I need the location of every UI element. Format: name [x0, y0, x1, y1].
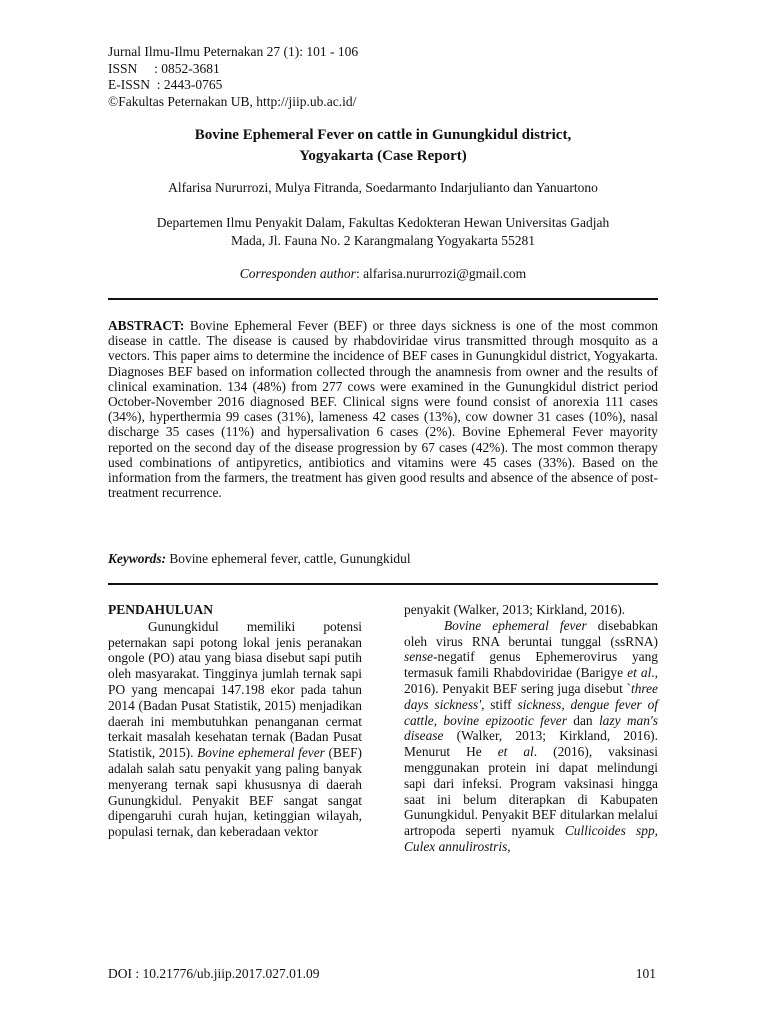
keywords-label: Keywords: — [108, 551, 167, 566]
p2-text-a: disebabkan oleh virus RNA beruntai tunggal (ssRNA) — [404, 617, 658, 649]
journal-citation: Jurnal Ilmu-Ilmu Peternakan 27 (1): 101 - 106 — [108, 44, 359, 59]
intro-text-b: (BEF) adalah salah satu penyakit yang paling banyak menyerang ternak sapi khususnya di daerah Gunungkidul. Penyakit BEF sangat sangat dipengaruhi curah hujan, ketinggian wilayah, populasi ternak, dan keberadaan vektor — [108, 745, 362, 840]
correspondence-email: : alfarisa.nururrozi@gmail.com — [355, 266, 527, 281]
affiliation-line-1: Departemen Ilmu Penyakit Dalam, Fakultas Kedokteran Hewan Universitas Gadjah — [156, 215, 610, 230]
term-bef: Bovine ephemeral fever — [444, 617, 587, 633]
correspondence-label: Corresponden author — [239, 266, 356, 281]
p2-text-e: dan — [566, 712, 599, 728]
intro-paragraph-1 — [108, 619, 362, 840]
keywords-text: Bovine ephemeral fever, cattle, Gunungkidul — [166, 551, 411, 566]
paper-title — [108, 125, 658, 167]
correspondence — [108, 266, 658, 282]
page-number: 101 — [635, 966, 656, 981]
title-line-2: Yogyakarta (Case Report) — [299, 148, 467, 164]
intro-text-a: Gunungkidul memiliki potensi peternakan sapi potong lokal jenis peranakan ongole (PO) atau yang biasa disebut sapi putih oleh masyarakat. Tingginya jumlah ternak sapi PO yang mencapai 147.198 ekor pada tahun 2014 (Badan Pusat Statistik, 2015) menjadikan daerah ini membutuhkan penanganan cermat terkait masalah kesehatan ternak (Badan Pusat Statistik, 2015). — [108, 618, 362, 761]
footer-doi: DOI : 10.21776/ub.jiip.2017.027.01.09 — [108, 966, 320, 981]
left-column — [108, 602, 362, 840]
journal-copyright: ©Fakultas Peternakan UB, http://jiip.ub.ac.id/ — [108, 93, 357, 109]
e-issn: E-ISSN : 2443-0765 — [108, 77, 223, 92]
term-et-al-2: et al — [497, 744, 534, 760]
p2-text-c: ., 2016). Penyakit BEF sering juga disebut ` — [404, 665, 658, 696]
keywords — [108, 551, 658, 567]
intro-term-bef: Bovine ephemeral fever — [197, 745, 325, 761]
affiliation-line-2: Mada, Jl. Fauna No. 2 Karangmalang Yogyakarta 55281 — [230, 233, 536, 248]
abstract-label: ABSTRACT: — [108, 318, 185, 333]
title-line-1: Bovine Ephemeral Fever on cattle in Gunungkidul district, — [194, 127, 572, 143]
issn: ISSN : 0852-3681 — [108, 60, 220, 76]
right-column — [404, 602, 658, 855]
p2-text-g: . (2016), vaksinasi menggunakan protein ini dapat melindungi sapi dari infeksi. Program vaksinasi hingga saat ini belum diterapkan di Kabupaten Gunungkidul. Penyakit BEF ditularkan melalui artropoda seperti nyamuk — [404, 744, 658, 839]
term-sense: sense — [404, 649, 434, 665]
journal-info — [108, 44, 358, 110]
intro-paragraph-2 — [404, 618, 658, 855]
term-vectors: Cullicoides spp, Culex annulirostris — [404, 823, 659, 854]
divider-top — [108, 298, 658, 300]
p2-text-f: (Walker, 2013; Kirkland, 2016). Menurut He — [404, 728, 658, 760]
section-heading: PENDAHULUAN — [108, 602, 214, 617]
abstract-text: Bovine Ephemeral Fever (BEF) or three days sickness is one of the most common disease in cattle. The disease is caused by rhabdoviridae virus transmitted through mosquito as a vectors. This paper aims to determine the incidence of BEF cases in Gunungkidul district, Yogyakarta. Diagnoses BEF based on information collected through the anamnesis from owner and the results of clinical examination. 134 (48%) from 277 cows were examined in the Gunungkidul district period October-November 2016 diagnosed BEF. Clinical signs were found consist of anorexia 111 cases (34%), hyperthermia 99 cases (31%), lameness 42 cases (13%), cow downer 31 cases (10%), nasal discharge 35 cases (11%) and hypersalivation 6 cases (2%). Bovine Ephemeral Fever mayority reported on the second day of the disease progression by 67 cases (42%). The most common therapy used combinations of antipyretics, antibiotics and vitamins were 45 cases (33%). Based on the information from the farmers, the treatment has given good results and absence of the absence of post-treatment recurrence. — [108, 318, 658, 501]
intro-paragraph-1-continued: penyakit (Walker, 2013; Kirkland, 2016). — [404, 602, 626, 617]
divider-bottom — [108, 583, 658, 585]
p2-text-b: -negatif genus Ephemerovirus yang termasuk famili Rhabdoviridae (Barigye — [404, 649, 658, 681]
term-lazy-man: lazy man's disease — [404, 712, 659, 744]
p2-text-h: , — [507, 838, 511, 854]
abstract — [108, 318, 658, 500]
term-synonyms: sickness, dengue fever of cattle, bovine epizootic fever — [404, 696, 658, 728]
affiliation — [108, 214, 658, 250]
authors: Alfarisa Nururrozi, Mulya Fitranda, Soedarmanto Indarjulianto dan Yanuartono — [168, 180, 598, 195]
term-three-days: three days sickness' — [404, 680, 658, 712]
term-et-al: et al — [627, 665, 652, 681]
p2-text-d: , stiff — [481, 696, 518, 712]
